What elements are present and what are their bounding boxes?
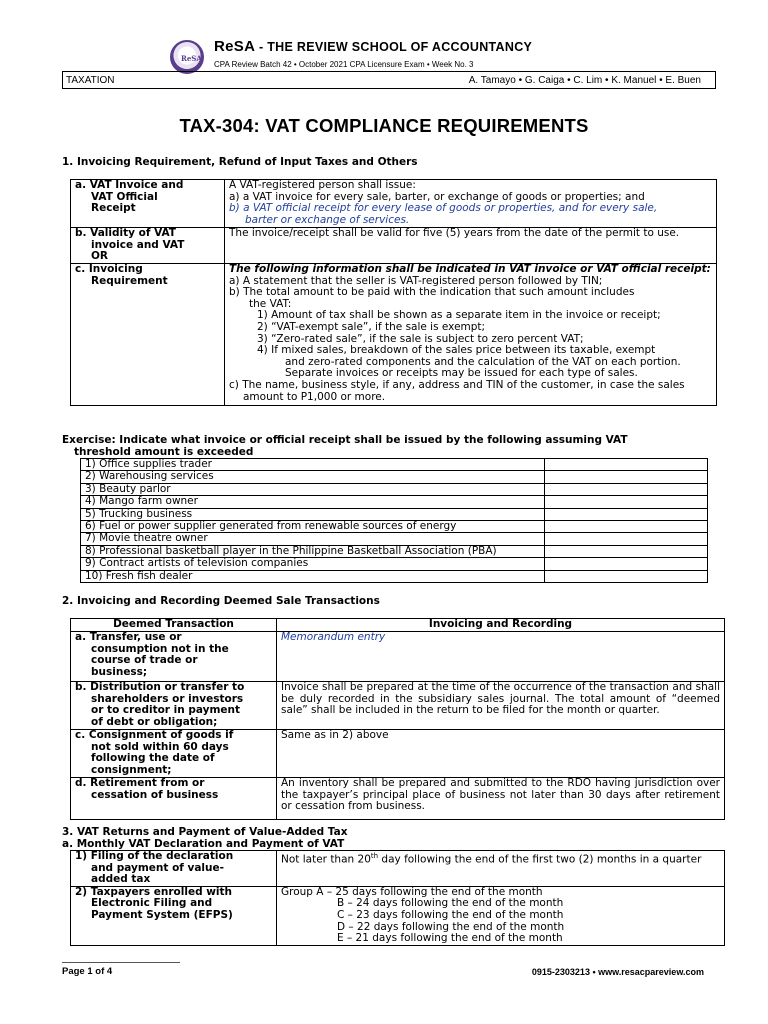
header-subline: CPA Review Batch 42 • October 2021 CPA Licensure Exam • Week No. 3 <box>214 60 474 69</box>
row-content: Invoice shall be prepared at the time of the occurrence of the transaction and shall be duly recorded in the subsidiary sales journal. The total amount of “deemed sale” shall be included in the return to be filed for the month or quarter. <box>277 682 725 730</box>
exercise-answer-cell[interactable] <box>545 533 708 545</box>
exercise-row <box>81 508 708 520</box>
row-content: The following information shall be indicated in VAT invoice or VAT official receipt: a) A statement that the seller is VAT-registered person followed by TIN; b) The total amount to be paid with the indication that such amount includes the VAT: 1) Amount of tax shall be shown as a separate item in the invoice or receipt; 2) “VAT-exempt sale”, if the sale is exempt; 3) “Zero-rated sale”, if the sale is subject to zero percent VAT; 4) If mixed sales, breakdown of the sales price between its taxable, exempt and zero-rated components and the calculation of the VAT on each portion. Separate invoices or receipts may be issued for each type of sales. c) The name, business style, if any, address and TIN of the customer, in case the sales amount to P1,000 or more. <box>225 264 717 406</box>
table-row <box>71 264 717 406</box>
row-label: a. Transfer, use or consumption not in the course of trade or business; <box>71 632 277 682</box>
exercise-row <box>81 483 708 495</box>
table-row <box>71 730 725 778</box>
vat-returns-table <box>70 850 725 946</box>
brand-main: ReSA <box>214 38 256 55</box>
row-content: An inventory shall be prepared and submitted to the RDO having jurisdiction over the taxpayer’s principal place of business not later than 30 days after retirement or cessation from business. <box>277 778 725 820</box>
exercise-answer-cell[interactable] <box>545 496 708 508</box>
exercise-item: 6) Fuel or power supplier generated from renewable sources of energy <box>81 520 545 532</box>
deemed-sale-table <box>70 618 725 820</box>
row-label: a. VAT Invoice and VAT Official Receipt <box>71 180 225 228</box>
exercise-row <box>81 545 708 557</box>
exercise-answer-cell[interactable] <box>545 520 708 532</box>
exercise-answer-cell[interactable] <box>545 459 708 471</box>
section-3a-heading: a. Monthly VAT Declaration and Payment of VAT <box>62 838 345 850</box>
exercise-item: 1) Office supplies trader <box>81 459 545 471</box>
row-label: d. Retirement from or cessation of business <box>71 778 277 820</box>
exercise-row <box>81 459 708 471</box>
exercise-item: 2) Warehousing services <box>81 471 545 483</box>
page-title: TAX-304: VAT COMPLIANCE REQUIREMENTS <box>179 115 589 136</box>
row-label: c. Consignment of goods if not sold within 60 days following the date of consignment; <box>71 730 277 778</box>
exercise-answer-cell[interactable] <box>545 471 708 483</box>
exercise-item: 8) Professional basketball player in the Philippine Basketball Association (PBA) <box>81 545 545 557</box>
col-header-invoicing: Invoicing and Recording <box>277 619 725 632</box>
brand-title <box>214 38 533 55</box>
exercise-item: 5) Trucking business <box>81 508 545 520</box>
invoicing-table <box>70 179 717 406</box>
exercise-answer-cell[interactable] <box>545 558 708 570</box>
footer-contact: 0915-2303213 • www.resacpareview.com <box>531 967 704 977</box>
subject-label: TAXATION <box>66 75 115 86</box>
row-label: 2) Taxpayers enrolled with Electronic Filing and Payment System (EFPS) <box>71 886 277 945</box>
row-content: Not later than 20th day following the end of the first two (2) months in a quarter <box>277 851 725 887</box>
exercise-table <box>80 458 708 583</box>
exercise-row <box>81 570 708 582</box>
row-content: A VAT-registered person shall issue: a) a VAT invoice for every sale, barter, or exchange of goods or properties; and b) a VAT official receipt for every lease of goods or properties, and for every sale, barter or exchange of services. <box>225 180 717 228</box>
row-content: Memorandum entry <box>277 632 725 682</box>
exercise-answer-cell[interactable] <box>545 483 708 495</box>
page-number: Page 1 of 4 <box>62 966 113 977</box>
exercise-row <box>81 496 708 508</box>
row-label: b. Validity of VAT invoice and VAT OR <box>71 228 225 264</box>
brand-rest: - THE REVIEW SCHOOL OF ACCOUNTANCY <box>255 40 533 54</box>
exercise-item: 10) Fresh fish dealer <box>81 570 545 582</box>
row-label: c. Invoicing Requirement <box>71 264 225 406</box>
table-row <box>71 228 717 264</box>
table-row <box>71 778 725 820</box>
table-row <box>71 180 717 228</box>
row-content: Same as in 2) above <box>277 730 725 778</box>
exercise-answer-cell[interactable] <box>545 570 708 582</box>
resa-logo-icon <box>170 40 204 74</box>
exercise-row <box>81 520 708 532</box>
header-bar <box>62 71 716 89</box>
col-header-deemed: Deemed Transaction <box>71 619 277 632</box>
authors-label: A. Tamayo • G. Caiga • C. Lim • K. Manuel • E. Buen <box>468 75 701 86</box>
table-row <box>71 851 725 887</box>
row-label: b. Distribution or transfer to shareholders or investors or to creditor in payment of debt or obligation; <box>71 682 277 730</box>
exercise-answer-cell[interactable] <box>545 508 708 520</box>
table-row <box>71 632 725 682</box>
table-header-row <box>71 619 725 632</box>
exercise-item: 9) Contract artists of television companies <box>81 558 545 570</box>
row-content: The invoice/receipt shall be valid for five (5) years from the date of the permit to use. <box>225 228 717 264</box>
exercise-row <box>81 471 708 483</box>
footer-divider <box>62 962 180 963</box>
table-row <box>71 886 725 945</box>
exercise-row <box>81 533 708 545</box>
section-3-heading: 3. VAT Returns and Payment of Value-Added Tax <box>62 826 348 838</box>
section-2-heading: 2. Invoicing and Recording Deemed Sale Transactions <box>62 595 380 607</box>
row-content: Group A – 25 days following the end of the month B – 24 days following the end of the month C – 23 days following the end of the month D – 22 days following the end of the month E – 21 days following the end of the month <box>277 886 725 945</box>
exercise-item: 4) Mango farm owner <box>81 496 545 508</box>
exercise-item: 7) Movie theatre owner <box>81 533 545 545</box>
exercise-row <box>81 558 708 570</box>
row-label: 1) Filing of the declaration and payment of value- added tax <box>71 851 277 887</box>
exercise-item: 3) Beauty parlor <box>81 483 545 495</box>
logo-text: ReSA <box>181 54 202 63</box>
table-row <box>71 682 725 730</box>
exercise-answer-cell[interactable] <box>545 545 708 557</box>
section-1-heading: 1. Invoicing Requirement, Refund of Input Taxes and Others <box>62 156 418 168</box>
exercise-heading: Exercise: Indicate what invoice or official receipt shall be issued by the following assuming VAT threshold amount is exceeded <box>62 434 628 458</box>
